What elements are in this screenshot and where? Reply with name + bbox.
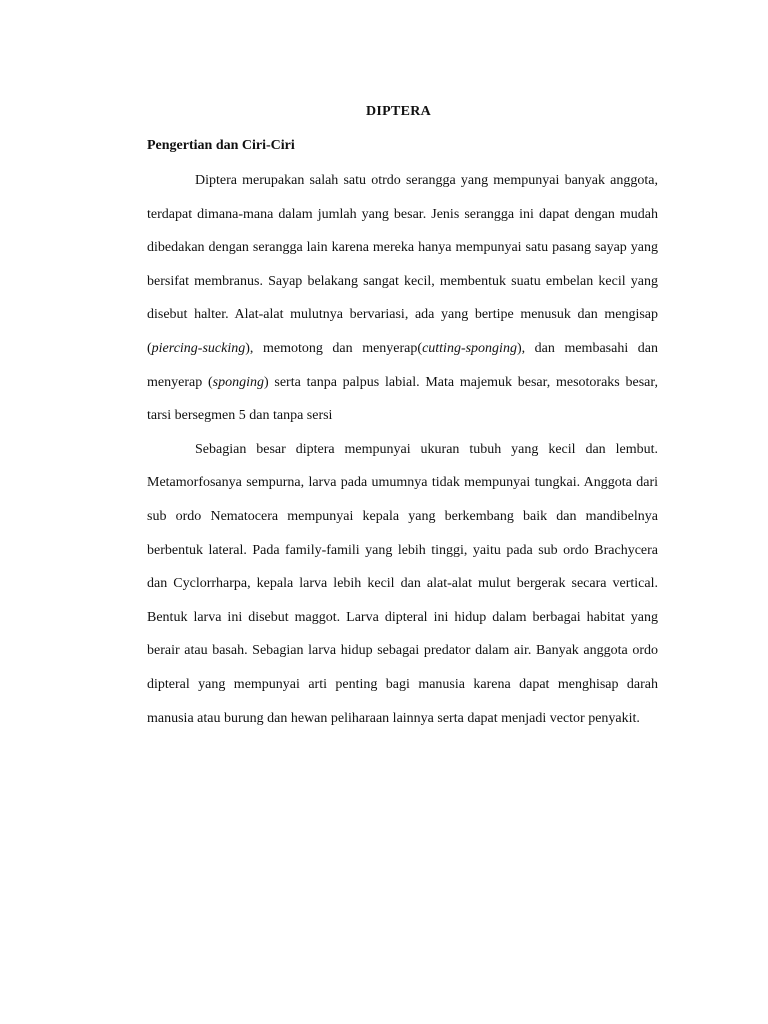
paragraph-text: ), memotong dan menyerap(	[245, 340, 423, 356]
paragraph	[147, 164, 658, 433]
italic-term: sponging	[212, 374, 264, 390]
italic-term: piercing-sucking	[151, 340, 246, 356]
paragraph-text: Diptera merupakan salah satu otrdo serangga yang mempunyai banyak anggota, terdapat dimana-mana dalam jumlah yang besar. Jenis serangga ini dapat dengan mudah dibedakan dengan serangga lain karena mereka hanya mempunyai satu pasang sayap yang bersifat membranus. Sayap belakang sangat kecil, membentuk suatu embelan kecil yang disebut halter. Alat-alat mulutnya bervariasi, ada yang bertipe menusuk dan mengisap (	[147, 173, 658, 356]
paragraph	[147, 433, 658, 735]
document-title: DIPTERA	[365, 104, 432, 119]
section-heading: Pengertian dan Ciri-Ciri	[147, 138, 295, 153]
paragraph-text: ) serta tanpa palpus labial. Mata majemuk besar, mesotoraks besar, tarsi bersegmen 5 dan tanpa sersi	[147, 374, 658, 424]
italic-term: cutting-sponging	[422, 340, 517, 356]
paragraph-text: Sebagian besar diptera mempunyai ukuran tubuh yang kecil dan lembut. Metamorfosanya sempurna, larva pada umumnya tidak mempunyai tungkai. Anggota dari sub ordo Nematocera mempunyai kepala yang berkembang baik dan mandibelnya berbentuk lateral. Pada family-famili yang lebih tinggi, yaitu pada sub ordo Brachycera dan Cyclorrharpa, kepala larva lebih kecil dan alat-alat mulut bergerak secara vertical. Bentuk larva ini disebut maggot. Larva dipteral ini hidup dalam berbagai habitat yang berair atau basah. Sebagian larva hidup sebagai predator dalam air. Banyak anggota ordo dipteral yang mempunyai arti penting bagi manusia karena dapat menghisap darah manusia atau burung dan hewan peliharaan lainnya serta dapat menjadi vector penyakit.	[147, 441, 658, 726]
paragraph-text: ), dan membasahi dan menyerap (	[147, 340, 658, 390]
document-body	[147, 164, 658, 735]
